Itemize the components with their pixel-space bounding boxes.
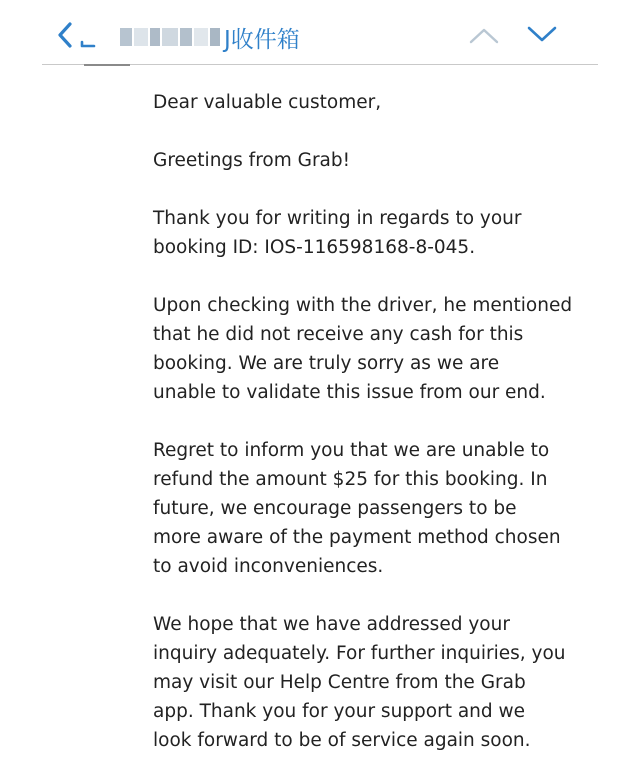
redacted-account-name-part <box>180 28 192 46</box>
text-line: Greetings from Grab! <box>153 150 351 171</box>
redacted-account-name-part <box>134 28 148 46</box>
text-line: We hope that we have addressed your <box>153 614 510 635</box>
text-line: app. Thank you for your support and we <box>153 701 526 722</box>
chevron-left-icon <box>52 18 100 54</box>
email-greeting <box>153 88 603 117</box>
text-line: Upon checking with the driver, he mentioned <box>153 295 573 316</box>
text-line: future, we encourage passengers to be <box>153 498 517 519</box>
email-paragraph-refund <box>153 436 603 581</box>
text-line: more aware of the payment method chosen <box>153 527 561 548</box>
text-line: may visit our Help Centre from the Grab <box>153 672 526 693</box>
redacted-account-name-part <box>150 28 160 46</box>
redacted-account-name <box>120 28 132 46</box>
text-line: to avoid inconveniences. <box>153 556 384 577</box>
text-line: look forward to be of service again soon. <box>153 730 531 751</box>
email-paragraph-driver-check <box>153 291 603 407</box>
header-divider-accent <box>84 64 130 66</box>
text-line: inquiry adequately. For further inquiries, you <box>153 643 566 664</box>
email-body <box>153 88 603 755</box>
chevron-down-icon <box>524 20 560 50</box>
text-line: Dear valuable customer, <box>153 92 382 113</box>
email-paragraph-booking <box>153 204 603 262</box>
email-paragraph-closing <box>153 610 603 755</box>
text-line: unable to validate this issue from our end. <box>153 382 546 403</box>
chevron-up-icon <box>466 20 502 50</box>
email-intro <box>153 146 603 175</box>
next-email-button[interactable] <box>524 20 560 50</box>
navigation-bar <box>0 0 638 66</box>
text-line: booking ID: IOS-116598168-8-045. <box>153 237 476 258</box>
text-line: refund the amount $25 for this booking. In <box>153 469 548 490</box>
text-line: that he did not receive any cash for this <box>153 324 524 345</box>
redacted-account-name-part <box>210 28 220 46</box>
redacted-account-name-part <box>194 28 208 46</box>
redacted-account-name-part <box>162 28 178 46</box>
back-button[interactable] <box>52 18 100 54</box>
text-line: Thank you for writing in regards to your <box>153 208 522 229</box>
text-line: booking. We are truly sorry as we are <box>153 353 500 374</box>
text-line: Regret to inform you that we are unable to <box>153 440 550 461</box>
mailbox-label: J收件箱 <box>224 26 300 53</box>
previous-email-button[interactable] <box>466 20 502 50</box>
mailbox-title[interactable] <box>120 20 300 54</box>
